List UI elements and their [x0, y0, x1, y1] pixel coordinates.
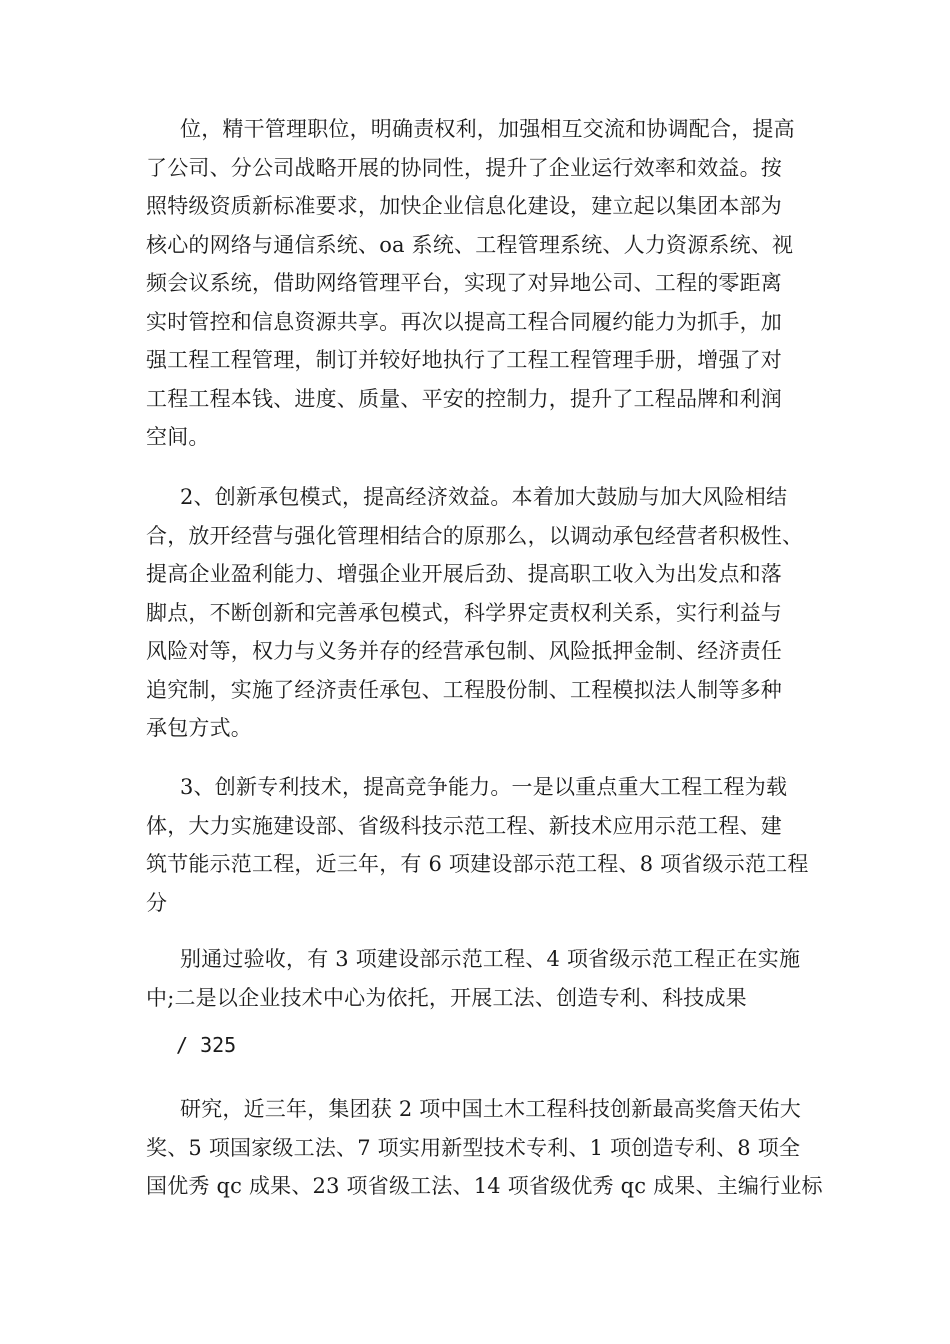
text-line: 核心的网络与通信系统、oa 系统、工程管理系统、人力资源系统、视 — [146, 232, 794, 257]
paragraph-management — [146, 110, 806, 457]
text-line: 别通过验收，有 3 项建设部示范工程、4 项省级示范工程正在实施 — [180, 947, 801, 971]
page-number: / 325 — [176, 1033, 237, 1057]
text-line: 合，放开经营与强化管理相结合的原那么，以调动承包经营者积极性、 — [146, 523, 804, 548]
text-line: 了公司、分公司战略开展的协同性，提升了企业运行效率和效益。按 — [146, 155, 782, 180]
text-line: 频会议系统，借助网络管理平台，实现了对异地公司、工程的零距离 — [146, 271, 782, 295]
paragraph-patent-technology — [146, 768, 809, 922]
text-line: 国优秀 qc 成果、23 项省级工法、14 项省级优秀 qc 成果、主编行业标 — [146, 1174, 823, 1198]
text-line: 2、创新承包模式，提高经济效益。本着加大鼓励与加大风险相结 — [180, 485, 788, 509]
text-line: 强工程工程管理，制订并较好地执行了工程工程管理手册，增强了对 — [146, 348, 782, 372]
paragraph-contracting-mode — [146, 478, 806, 748]
paragraph-research — [146, 1090, 823, 1206]
text-line: 追究制，实施了经济责任承包、工程股份制、工程模拟法人制等多种 — [146, 677, 782, 702]
text-line: 提高企业盈利能力、增强企业开展后劲、提高职工收入为出发点和落 — [146, 562, 782, 586]
text-line: 承包方式。 — [146, 716, 252, 740]
text-line: 脚点，不断创新和完善承包模式，科学界定责权利关系，实行利益与 — [146, 600, 782, 625]
text-line: 空间。 — [146, 425, 210, 449]
text-line: 中;二是以企业技术中心为依托，开展工法、创造专利、科技成果 — [146, 985, 747, 1010]
paragraph-acceptance — [146, 940, 806, 1017]
text-line: 照特级资质新标准要求，加快企业信息化建设，建立起以集团本部为 — [146, 194, 782, 218]
text-line: 分 — [146, 890, 168, 915]
text-line: 研究，近三年，集团获 2 项中国土木工程科技创新最高奖詹天佑大 — [180, 1097, 801, 1121]
text-line: 实时管控和信息资源共享。再次以提高工程合同履约能力为抓手，加 — [146, 309, 782, 334]
text-line: 奖、5 项国家级工法、7 项实用新型技术专利、1 项创造专利、8 项全 — [146, 1135, 801, 1160]
text-line: 体，大力实施建设部、省级科技示范工程、新技术应用示范工程、建 — [146, 813, 782, 838]
text-line: 位，精干管理职位，明确责权利，加强相互交流和协调配合，提高 — [180, 117, 795, 141]
text-line: 3、创新专利技术，提高竞争能力。一是以重点重大工程工程为载 — [180, 775, 788, 799]
text-line: 工程工程本钱、进度、质量、平安的控制力，提升了工程品牌和利润 — [146, 386, 782, 411]
text-line: 筑节能示范工程，近三年，有 6 项建设部示范工程、8 项省级示范工程 — [146, 852, 809, 876]
text-line: 风险对等，权力与义务并存的经营承包制、风险抵押金制、经济责任 — [146, 639, 782, 663]
